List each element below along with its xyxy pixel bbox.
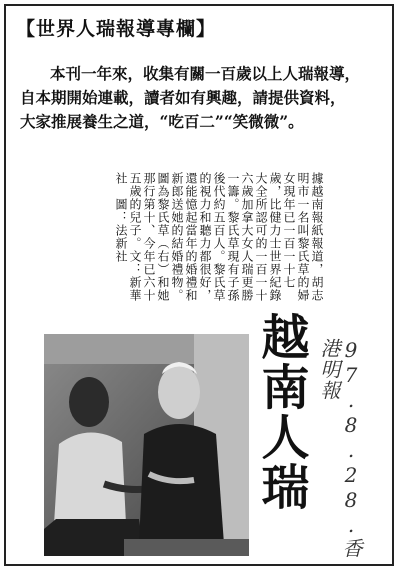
column-title: 【世界人瑞報導專欄】 bbox=[16, 18, 217, 40]
son-head bbox=[69, 377, 109, 427]
son-shirt bbox=[54, 432, 126, 524]
photo-illustration bbox=[44, 334, 249, 556]
intro-line: 大家推展養生之道，“吃百二”“笑微微”。 bbox=[20, 112, 304, 131]
article-headline: 越南人瑞 bbox=[253, 312, 309, 512]
news-photo bbox=[44, 334, 249, 556]
intro-line: 本刊一年來，收集有關一百歲以上人瑞報導， bbox=[50, 64, 361, 83]
mother-head bbox=[158, 365, 200, 419]
intro-line: 自本期開始連載，讀者如有興趣，請提供資料， bbox=[20, 88, 346, 107]
intro-paragraph bbox=[20, 62, 382, 134]
handwritten-source-note: 97.8.28.香港明報 bbox=[317, 338, 363, 559]
article-body: 據越南報紙報道，胡志明市一名叫黎氏草的婦女現年已一百一十七歲，比健力士世界紀錄大全所認可的一百一十六歲加拿大女人瑞更勝一籌。黎氏草現有子孫後代約五百人。黎氏草的視力和聽力都很好，還能憶起當年的婚禮和新郎送她的結婚禮物。圖為黎氏草（右）和她那行第十、今年已六十五歲的兒子。文：新華社 圖：法新社 bbox=[114, 172, 324, 302]
